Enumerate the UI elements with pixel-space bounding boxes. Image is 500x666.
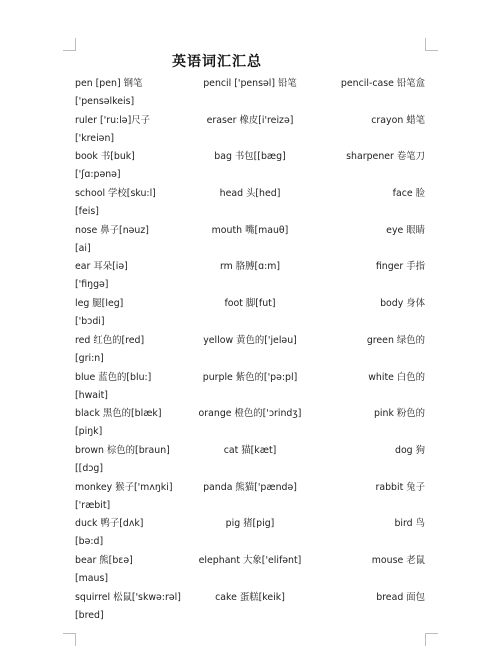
vocab-entry-col3: body 身体: [380, 298, 425, 310]
vocab-entry-col2: orange 橙色的['ɔrindʒ]: [198, 408, 302, 420]
vocab-entry-col1: bear 熊[bɛə]: [75, 554, 133, 566]
vocab-phonetic-wrap: ['ʃɑ:pənə]: [75, 169, 121, 181]
vocab-phonetic-wrap: ['bɔdi]: [75, 316, 105, 328]
vocabulary-row: [75, 295, 425, 332]
vocab-phonetic-wrap: [gri:n]: [75, 352, 104, 364]
vocab-entry-col1: book 书[buk]: [75, 151, 135, 163]
vocab-phonetic-wrap: [hwait]: [75, 389, 108, 401]
vocab-entry-col1: ruler ['ru:lə]尺子: [75, 114, 150, 126]
vocab-entry-col3: eye 眼睛: [386, 224, 425, 236]
page-corner-mark-bottom-left: [63, 633, 76, 646]
vocab-entry-col3: bird 鸟: [394, 518, 425, 530]
vocab-entry-col3: finger 手指: [375, 261, 425, 273]
vocab-entry-col2: bag 书包[[bæg]: [214, 151, 286, 163]
vocab-phonetic-wrap: [[dɔg]: [75, 462, 104, 474]
vocab-phonetic-wrap: ['kreiən]: [75, 132, 115, 144]
vocabulary-row: [75, 442, 425, 479]
vocab-entry-col3: bread 面包: [376, 591, 425, 603]
vocab-entry-col3: sharpener 卷笔刀: [346, 151, 425, 163]
vocab-phonetic-wrap: [ai]: [75, 242, 91, 254]
vocabulary-row: [75, 112, 425, 149]
vocabulary-row: [75, 332, 425, 369]
vocab-entry-col2: eraser 橡皮[i'reizə]: [206, 114, 294, 126]
vocab-entry-col1: monkey 猴子['mʌŋki]: [75, 481, 173, 493]
vocab-phonetic-wrap: ['ræbit]: [75, 499, 111, 511]
vocab-entry-col1: red 红色的[red]: [75, 334, 145, 346]
vocab-entry-col2: foot 脚[fut]: [224, 298, 276, 310]
vocab-entry-col1: leg 腿[leg]: [75, 298, 124, 310]
page-corner-mark-bottom-right: [425, 633, 438, 646]
page-corner-mark-top-right: [425, 38, 438, 51]
vocab-entry-col1: duck 鸭子[dʌk]: [75, 518, 144, 530]
vocab-phonetic-wrap: [bred]: [75, 609, 104, 621]
vocabulary-row: [75, 148, 425, 185]
vocabulary-row: [75, 258, 425, 295]
vocab-phonetic-wrap: [maus]: [75, 572, 109, 584]
vocab-entry-col2: cat 猫[kæt]: [223, 444, 277, 456]
vocab-phonetic-wrap: [feis]: [75, 206, 99, 218]
vocab-entry-col3: mouse 老鼠: [371, 554, 425, 566]
vocabulary-list: [75, 75, 425, 625]
vocab-entry-col2: elephant 大象['elifənt]: [198, 554, 302, 566]
vocab-entry-col1: black 黑色的[blæk]: [75, 408, 162, 420]
vocabulary-row: [75, 369, 425, 406]
vocab-entry-col2: yellow 黄色的['jeləu]: [203, 334, 297, 346]
document-title: 英语词汇汇总: [172, 54, 262, 70]
vocab-entry-col3: white 白色的: [368, 371, 425, 383]
vocab-entry-col2: pig 猪[pig]: [225, 518, 275, 530]
vocab-entry-col1: brown 棕色的[braun]: [75, 444, 170, 456]
vocab-entry-col2: panda 熊猫['pændə]: [203, 481, 297, 493]
vocab-phonetic-wrap: ['fiŋgə]: [75, 279, 109, 291]
vocab-phonetic-wrap: [bə:d]: [75, 536, 104, 548]
vocab-entry-col3: face 脸: [392, 188, 425, 200]
vocab-entry-col3: pink 粉色的: [373, 408, 425, 420]
vocabulary-row: [75, 552, 425, 589]
vocab-entry-col2: purple 紫色的['pə:pl]: [202, 371, 298, 383]
vocab-entry-col2: pencil ['pensəl] 铅笔: [203, 78, 297, 89]
vocabulary-row: [75, 222, 425, 259]
vocab-entry-col1: pen [pen] 钢笔: [75, 78, 143, 89]
page-corner-mark-top-left: [63, 38, 76, 51]
vocab-entry-col1: blue 蓝色的[blu:]: [75, 371, 152, 383]
vocabulary-row: [75, 479, 425, 516]
vocabulary-row: [75, 75, 425, 112]
vocab-entry-col2: head 头[hed]: [219, 188, 281, 200]
vocabulary-row: [75, 185, 425, 222]
vocab-entry-col3: rabbit 兔子: [375, 481, 425, 493]
vocabulary-row: [75, 405, 425, 442]
vocab-entry-col1: nose 鼻子[nəuz]: [75, 224, 149, 236]
vocab-entry-col3: dog 狗: [395, 444, 425, 456]
vocab-entry-col1: school 学校[sku:l]: [75, 188, 156, 200]
vocab-entry-col3: pencil-case 铅笔盒: [340, 78, 425, 89]
vocab-entry-col2: cake 蛋糕[keik]: [215, 591, 285, 603]
vocab-entry-col3: green 绿色的: [366, 334, 425, 346]
vocabulary-row: [75, 589, 425, 626]
vocab-phonetic-wrap: [piŋk]: [75, 426, 103, 438]
vocab-phonetic-wrap: ['pensəlkeis]: [75, 96, 135, 107]
vocab-entry-col2: rm 胳膊[ɑ:m]: [219, 261, 281, 273]
vocab-entry-col1: ear 耳朵[iə]: [75, 261, 128, 273]
vocab-entry-col3: crayon 蜡笔: [371, 114, 425, 126]
vocab-entry-col1: squirrel 松鼠['skwə:rəl]: [75, 591, 181, 603]
vocab-entry-col2: mouth 嘴[mauθ]: [211, 224, 289, 236]
vocabulary-row: [75, 515, 425, 552]
